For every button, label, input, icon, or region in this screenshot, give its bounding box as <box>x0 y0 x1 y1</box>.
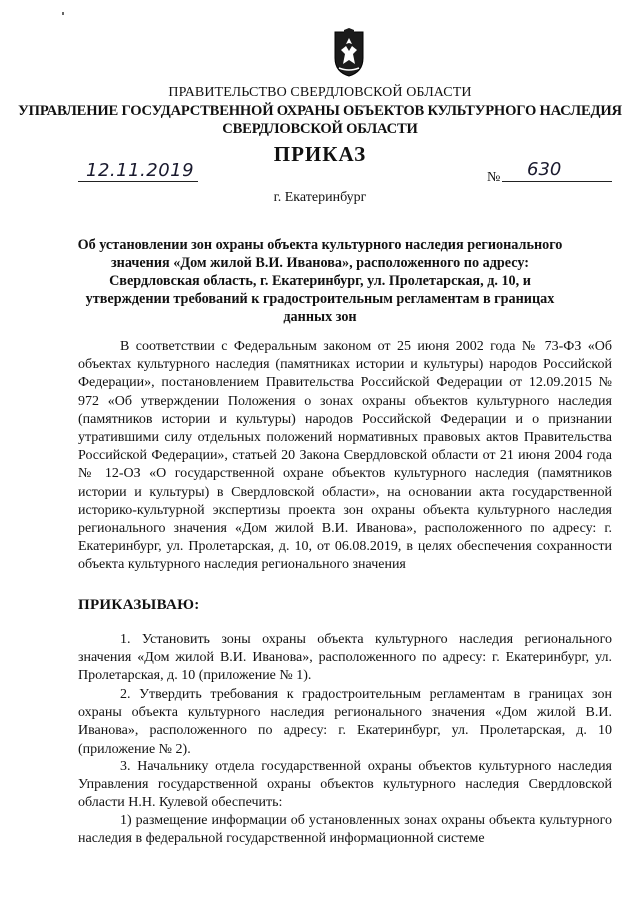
order-subject: Об установлении зон охраны объекта культурного наследия регионального значения «Дом жилой В.И. Иванова», расположенного по адресу: Свердловская область, г. Екатеринбург, ул. Пролетарская, д. 10, и утверждении требований к градостроительным регламентам в границах данных зон <box>77 237 563 325</box>
handwritten-number: 630 <box>527 159 562 180</box>
handwritten-date: 12.11.2019 <box>86 160 195 181</box>
order-subitem: 1) размещение информации об установленных зонах охраны объекта культурного наследия в федеральной государственной информационной системе <box>78 813 612 847</box>
order-item: 2. Утвердить требования к градостроительным регламентам в границах зон охраны объекта культурного наследия регионального значения «Дом жилой В.И. Иванова», расположенного по адресу: г. Екатеринбург, ул. Пролетарская, д. 10 (приложение № 2). <box>78 687 612 757</box>
preamble-paragraph: В соответствии с Федеральным законом от 25 июня 2002 года № 73-ФЗ «Об объектах культурного наследия (памятниках истории и культуры) народов Российской Федерации», постановлением Правительства Российской Федерации от 12.09.2015 № 972 «Об утверждении Положения о зонах охраны объектов культурного наследия (памятников истории и культуры) народов Российской Федерации и о признании утратившими силу отдельных положений нормативных правовых актов Правительства Российской Федерации», статьей 20 Закона Свердловской области от 21 июня 2004 года № 12-ОЗ «О государственной охране объектов культурного наследия (памятников истории и культуры) в Свердловской области», на основании акта государственной историко-культурной экспертизы проекта зон охраны объекта культурного наследия регионального значения «Дом жилой В.И. Иванова», расположенного по адресу: г. Екатеринбург, ул. Пролетарская, д. 10, от 06.08.2019, в целях обеспечения сохранности объекта культурного наследия регионального значения <box>78 339 612 573</box>
city-name: г. Екатеринбург <box>273 190 367 205</box>
order-item: 1. Установить зоны охраны объекта культурного наследия регионального значения «Дом жилой В.И. Иванова», расположенного по адресу: г. Екатеринбург, ул. Пролетарская, д. 10 (приложение № 1). <box>78 632 612 684</box>
order-heading: ПРИКАЗЫВАЮ: <box>78 597 200 613</box>
department-name: УПРАВЛЕНИЕ ГОСУДАРСТВЕННОЙ ОХРАНЫ ОБЪЕКТОВ КУЛЬТУРНОГО НАСЛЕДИЯ СВЕРДЛОВСКОЙ ОБЛАСТИ <box>18 103 622 137</box>
scan-mark <box>62 12 64 15</box>
number-label: № <box>487 170 501 185</box>
coat-of-arms-icon <box>331 28 367 78</box>
document-title: ПРИКАЗ <box>273 142 367 166</box>
government-name: ПРАВИТЕЛЬСТВО СВЕРДЛОВСКОЙ ОБЛАСТИ <box>168 85 472 100</box>
order-item: 3. Начальнику отдела государственной охраны объектов культурного наследия Управления государственной охраны объектов культурного наследия Свердловской области Н.Н. Кулевой обеспечить: <box>78 759 612 811</box>
